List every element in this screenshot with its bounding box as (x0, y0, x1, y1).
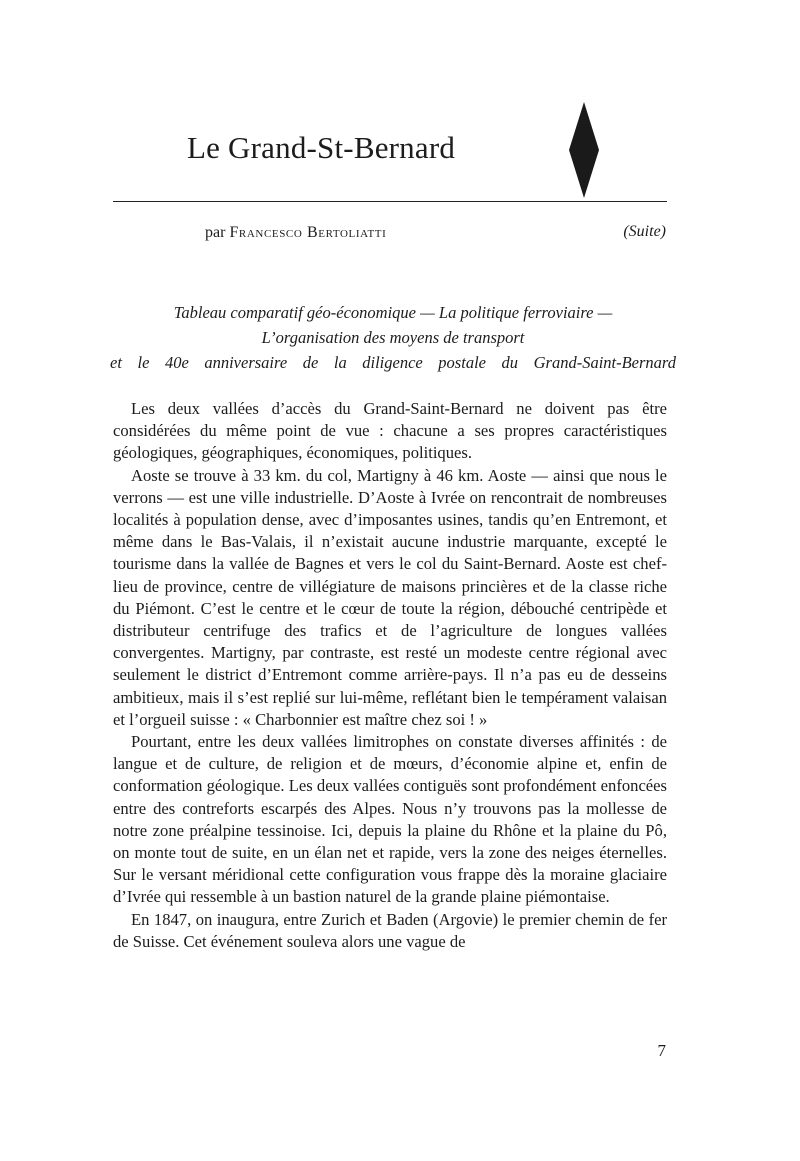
subtitle-line-3: et le 40e anniversaire de la diligence postale du Grand-Saint-Bernard (110, 353, 676, 372)
article-subtitle (110, 300, 676, 375)
article-title: Le Grand-St-Bernard (187, 130, 456, 165)
byline (205, 224, 386, 242)
paragraph: En 1847, on inaugura, entre Zurich et Baden (Argovie) le premier chemin de fer de Suisse. Cet événement souleva alors une vague de (113, 909, 667, 951)
black-diamond-ornament-icon (569, 102, 599, 198)
author-name: Francesco Bertoliatti (229, 224, 387, 241)
subtitle-line-2: L’organisation des moyens de transport (261, 328, 525, 347)
byline-prefix: par (205, 224, 226, 241)
title-rule (113, 201, 667, 202)
paragraph: Aoste se trouve à 33 km. du col, Martigny à 46 km. Aoste — ainsi que nous le verrons — est une ville industrielle. D’Aoste à Ivrée on rencontrait de nombreuses localités à population dense, avec d’imposantes usines, tandis qu’en Entremont, et même dans le Bas-Valais, il n’existait aucune industrie marquante, excepté le tourisme dans la vallée de Bagnes et vers le col du Saint-Bernard. Aoste est chef-lieu de province, centre de villégiature de maisons princières et de la classe riche du Piémont. C’est le centre et le cœur de toute la région, débouché centripède et distributeur centrifuge des trafics et de l’agriculture de longues vallées convergentes. Martigny, par contraste, est resté un modeste centre régional avec seulement le district d’Entremont comme arrière-pays. Il n’a pas eu de desseins ambitieux, mais il s’est replié sur lui-même, reflétant bien le tempérament valaisan et l’orgueil suisse : « Charbonnier est maître chez soi ! » (113, 465, 667, 729)
page-number: 7 (657, 1041, 666, 1060)
article-body (113, 398, 667, 953)
subtitle-line-1: Tableau comparatif géo-économique — La politique ferroviaire — (173, 303, 613, 322)
paragraph: Les deux vallées d’accès du Grand-Saint-Bernard ne doivent pas être considérées du même point de vue : chacune a ses propres caractéristiques géologiques, géographiques, économiques, politiques. (113, 399, 667, 463)
suite-label: (Suite) (623, 223, 666, 240)
paragraph: Pourtant, entre les deux vallées limitrophes on constate diverses affinités : de langue et de culture, de religion et de mœurs, d’économie alpine et, enfin de conformation géologique. Les deux vallées contiguës sont profondément enfoncées entre des contreforts escarpés des Alpes. Nous n’y trouvons pas la mollesse de notre zone préalpine tessinoise. Ici, depuis la plaine du Rhône et la plaine du Pô, on monte tout de suite, en un élan net et rapide, vers la zone des neiges éternelles. Sur le versant méridional cette configuration vous frappe dès la moraine glaciaire d’Ivrée qui ressemble à un bastion naturel de la grande plaine piémontaise. (113, 732, 667, 907)
